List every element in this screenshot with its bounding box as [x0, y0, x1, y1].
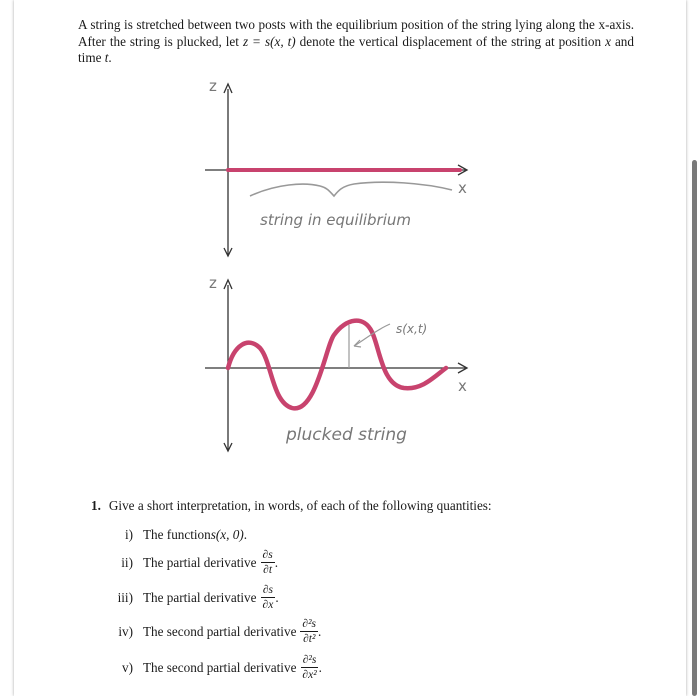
fraction-denominator: ∂x²	[302, 669, 317, 681]
question-1	[91, 498, 651, 514]
displacement-annotation: s(x,t)	[396, 322, 428, 336]
fraction-numerator: ∂²s	[302, 654, 317, 666]
intro-text-4: .	[108, 50, 112, 65]
fraction-numerator: ∂s	[262, 549, 273, 561]
scrollbar[interactable]	[692, 160, 697, 696]
item-text: The function	[143, 527, 211, 542]
top-z-label: z	[209, 77, 217, 95]
equilibrium-diagram	[205, 77, 467, 256]
item-suffix: .	[275, 589, 279, 605]
intro-text-2: denote the vertical displacement of the string at position	[295, 33, 606, 49]
fraction	[300, 654, 318, 681]
item-suffix: .	[274, 554, 278, 570]
question-number: 1.	[91, 498, 101, 513]
item-i	[104, 527, 247, 543]
item-text: The partial derivative	[143, 589, 257, 605]
item-v	[104, 654, 322, 681]
item-math: s(x, 0)	[210, 527, 244, 542]
item-label: i)	[124, 527, 133, 542]
fraction	[300, 618, 318, 645]
item-text: The partial derivative	[143, 554, 257, 570]
bottom-z-label: z	[209, 274, 217, 292]
top-x-label: x	[458, 179, 467, 197]
intro-equation: z = s(x, t)	[242, 33, 296, 49]
item-label: iv)	[118, 623, 133, 639]
item-label: v)	[122, 659, 133, 675]
document-page	[14, 0, 686, 696]
item-iv	[104, 618, 321, 645]
plucked-caption: plucked string	[286, 425, 407, 445]
brace-mark	[250, 182, 452, 196]
intro-text-3: and time	[78, 33, 634, 65]
plucked-diagram	[205, 274, 467, 451]
item-ii	[104, 549, 278, 576]
fraction-numerator: ∂s	[262, 584, 273, 596]
item-suffix: .	[243, 527, 248, 542]
item-suffix: .	[318, 659, 322, 675]
intro-text-1: A string is stretched between two posts with the equilibrium position of the string lying along the x-axis. After the string is plucked, let	[78, 17, 634, 49]
fraction	[261, 549, 275, 576]
bottom-x-label: x	[458, 377, 467, 395]
item-label: iii)	[117, 589, 133, 605]
fraction	[261, 584, 279, 611]
question-text: Give a short interpretation, in words, of each of the following quantities:	[108, 498, 492, 513]
equilibrium-caption: string in equilibrium	[260, 211, 412, 229]
intro-var-t: t	[104, 50, 109, 65]
item-text: The second partial derivative	[143, 623, 297, 639]
item-suffix: .	[318, 623, 322, 639]
item-text: The second partial derivative	[143, 659, 297, 675]
fraction-denominator: ∂t²	[303, 633, 316, 645]
fraction-denominator: ∂x	[262, 599, 274, 611]
intro-var-x: x	[605, 33, 611, 49]
fraction-denominator: ∂t	[263, 564, 273, 576]
fraction-numerator: ∂²s	[302, 618, 317, 630]
item-iii	[104, 584, 279, 611]
item-label: ii)	[121, 554, 133, 570]
